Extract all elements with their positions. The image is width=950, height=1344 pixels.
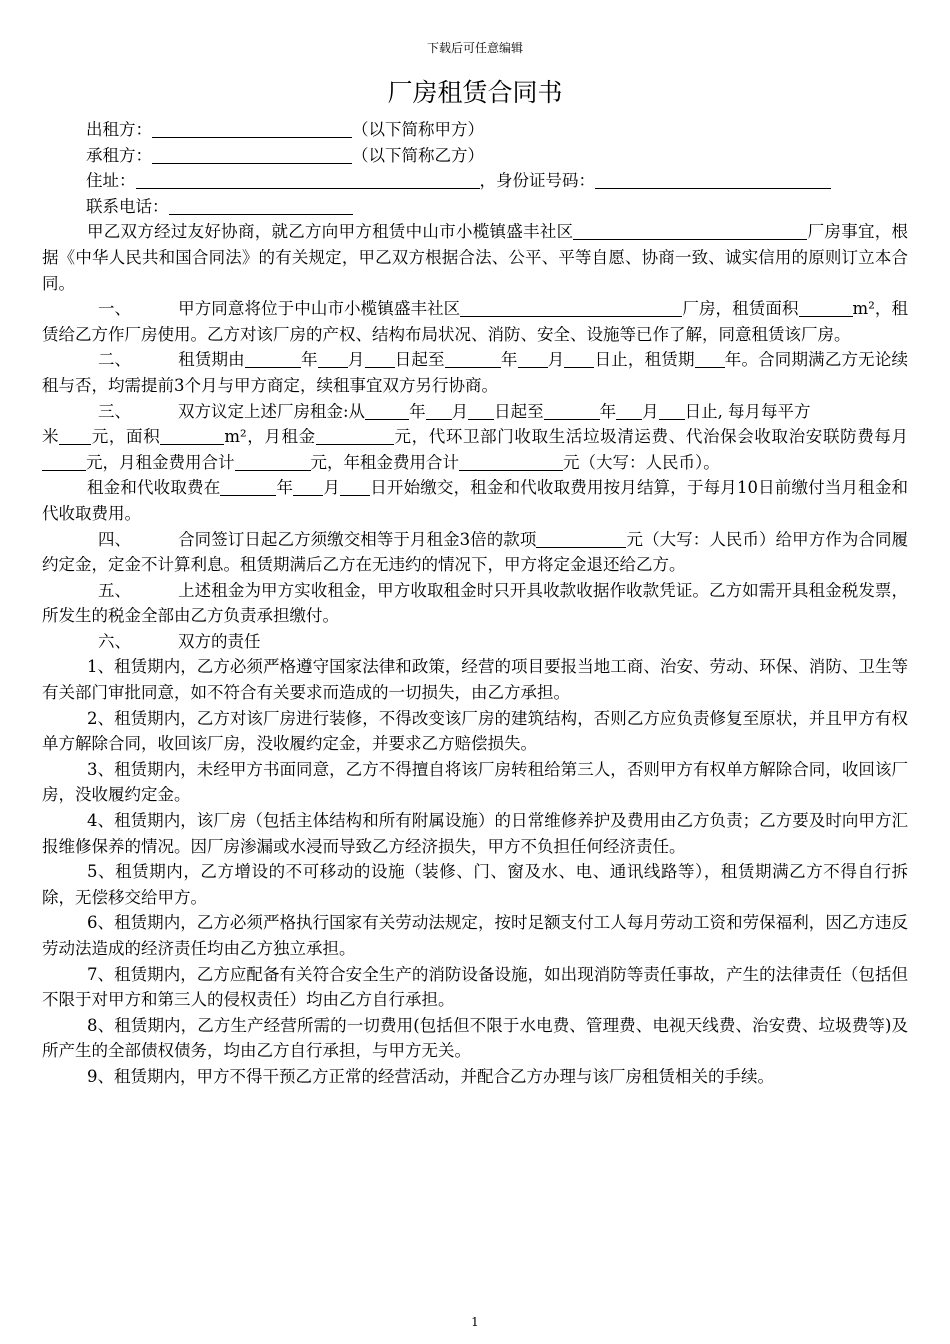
- year-label: 年: [599, 401, 617, 421]
- clause-text: 元，年租金费用合计: [310, 452, 459, 472]
- lease-term-field[interactable]: [695, 350, 725, 368]
- contract-body: [42, 117, 908, 1090]
- payment-day-field[interactable]: [340, 478, 370, 496]
- month-label: 月: [451, 401, 469, 421]
- clause-text: 元（大写：人民币: [626, 529, 759, 549]
- lessee-note: （以下简称乙方）: [352, 145, 484, 165]
- year-label: 年: [500, 350, 518, 370]
- phone-field[interactable]: [169, 197, 353, 215]
- clause-text: 元（大写：人民币: [563, 452, 695, 472]
- phone-line: [42, 194, 908, 220]
- lessor-label: 出租方：: [86, 120, 152, 139]
- clause-number: 二、: [98, 350, 131, 370]
- clause-text: m²，租赁给乙方作厂房使用。乙方对该厂房的产权、结构布局状况、消防、安全、设施等已作了解，同意租赁该厂房。: [42, 299, 909, 344]
- clause-text: 日起至: [494, 401, 544, 421]
- lessee-name-field[interactable]: [152, 146, 352, 164]
- month-label: 月: [642, 401, 659, 421]
- rent-start-day-field[interactable]: [468, 402, 494, 420]
- clause-5: [42, 578, 908, 629]
- monthly-total-field[interactable]: [235, 453, 311, 471]
- clause-number: 六、: [98, 631, 131, 651]
- clause-text: 年。合同期满乙方无论续租与否，均需提前3个月与甲方商定，续租事宜双方另行协商。: [42, 350, 909, 395]
- lessor-line: [42, 117, 908, 143]
- area-field[interactable]: [160, 427, 224, 445]
- clause-3: [42, 399, 908, 476]
- end-month-field[interactable]: [518, 350, 548, 368]
- clause-number: 四、: [98, 529, 131, 549]
- clause-text: 元，面积: [91, 427, 161, 447]
- rent-end-day-field[interactable]: [659, 402, 685, 420]
- responsibility-item-2: 2、租赁期内，乙方对该厂房进行装修，不得改变该厂房的建筑结构，否则乙方应负责修复至原状，并且甲方有权单方解除合同，收回该厂房，没收履约定金，并要求乙方赔偿损失。: [42, 708, 908, 754]
- intro-text: 甲乙双方经过友好协商，就乙方向甲方租赁中山市小榄镇盛丰社区: [87, 222, 574, 242]
- clause-text: ）给甲方作为合同履约定金，定金不计算利息。租赁期满后乙方在无违约的情况下，甲方将定金退还给乙方。: [42, 529, 908, 575]
- clause-text: 米: [42, 427, 60, 447]
- phone-label: 联系电话：: [86, 196, 169, 216]
- lessor-name-field[interactable]: [152, 120, 352, 138]
- address-label: 住址：: [86, 171, 136, 191]
- deposit-field[interactable]: [536, 530, 626, 548]
- responsibility-item-5: 5、租赁期内，乙方增设的不可移动的设施（装修、门、窗及水、电、通讯线路等），租赁期满乙方不得自行拆除，无偿移交给甲方。: [42, 862, 908, 907]
- responsibility-item-7: 7、租赁期内，乙方应配备有关符合安全生产的消防设备设施，如出现消防等责任事故，产生的法律责任（包括但不限于对甲方和第三人的侵权责任）均由乙方自行承担。: [42, 964, 908, 1010]
- clause-number: 一、: [98, 299, 131, 319]
- year-label: 年: [276, 478, 294, 498]
- start-month-field[interactable]: [318, 350, 348, 368]
- header-note: 下载后可任意编辑: [426, 41, 523, 55]
- lessor-note: （以下简称甲方）: [352, 120, 484, 139]
- rent-payment-paragraph: [42, 475, 908, 526]
- start-day-field[interactable]: [365, 350, 395, 368]
- premises-field[interactable]: [460, 299, 682, 317]
- annual-total-field[interactable]: [459, 453, 563, 471]
- clause-text: 租金和代收取费在: [87, 478, 221, 498]
- security-fee-field[interactable]: [42, 453, 86, 471]
- monthly-rent-field[interactable]: [316, 427, 394, 445]
- responsibility-item-9: 9、租赁期内，甲方不得干预乙方正常的经营活动，并配合乙方办理与该厂房租赁相关的手续。: [87, 1066, 774, 1086]
- lessee-label: 承租方：: [86, 145, 152, 165]
- clause-text: m²，月租金: [224, 427, 316, 447]
- lessee-line: [42, 143, 908, 169]
- rent-end-year-field[interactable]: [544, 402, 600, 420]
- end-year-field[interactable]: [445, 350, 501, 368]
- clause-text: 厂房，租赁面积: [682, 299, 799, 319]
- rent-start-month-field[interactable]: [426, 402, 452, 420]
- rent-start-year-field[interactable]: [365, 402, 409, 420]
- clause-2: [42, 347, 908, 398]
- month-label: 月: [323, 478, 341, 498]
- id-number-field[interactable]: [595, 171, 831, 189]
- clause-6-heading: [42, 629, 908, 655]
- clause-1: [42, 296, 908, 347]
- month-label: 月: [347, 350, 365, 370]
- responsibility-item-1: 1、租赁期内，乙方必须严格遵守国家法律和政策，经营的项目要报当地工商、治安、劳动、环保、消防、卫生等有关部门审批同意，如不符合有关要求而造成的一切损失，由乙方承担。: [42, 657, 908, 703]
- responsibility-item-4: 4、租赁期内，该厂房（包括主体结构和所有附属设施）的日常维修养护及费用由乙方负责；乙方要及时向甲方汇报维修保养的情况。因厂房渗漏或水浸而导致乙方经济损失，甲方不负担任何经济责任。: [42, 811, 908, 856]
- clause-text: 日止, 每月每平方: [684, 401, 811, 421]
- unit-price-field[interactable]: [59, 427, 91, 445]
- responsibility-item-6: 6、租赁期内，乙方必须严格执行国家有关劳动法规定，按时足额支付工人每月劳动工资和劳保福利，因乙方违反劳动法造成的经济责任均由乙方独立承担。: [42, 913, 908, 958]
- address-line: [42, 168, 908, 194]
- clause-4: [42, 527, 908, 578]
- clause-text: 日止，租赁期: [594, 350, 695, 370]
- clause-text: 双方议定上述厂房租金:从: [178, 401, 366, 421]
- intro-text-cont: 厂房事宜，根据《中华人民共和国合同法》的有关规定，甲乙双方根据合法、公平、平等自愿、协商一致、诚实信用的原则订立本合同。: [42, 222, 909, 293]
- year-label: 年: [300, 350, 318, 370]
- address-field[interactable]: [136, 171, 480, 189]
- end-day-field[interactable]: [564, 350, 594, 368]
- year-label: 年: [409, 401, 426, 421]
- clause-number: 三、: [98, 401, 131, 421]
- clause-text: 租赁期由: [178, 350, 245, 370]
- clause-number: 五、: [98, 580, 131, 600]
- start-year-field[interactable]: [245, 350, 301, 368]
- clause-text: 元，月租金费用合计: [86, 452, 235, 472]
- responsibility-item-3: 3、租赁期内，未经甲方书面同意，乙方不得擅自将该厂房转租给第三人，否则甲方有权单方解除合同，收回该厂房，没收履约定金。: [42, 759, 908, 805]
- clause-text: ）。: [695, 452, 720, 472]
- clause-text: 上述租金为甲方实收租金，甲方收取租金时只开具收款收据作收款凭证。乙方如需开具租金税发票，所发生的税金全部由乙方负责承担缴付。: [42, 580, 908, 626]
- id-label: ，身份证号码：: [479, 171, 595, 191]
- rent-end-month-field[interactable]: [616, 402, 642, 420]
- clause-text: 甲方同意将位于中山市小榄镇盛丰社区: [178, 299, 461, 319]
- document-title: 厂房租赁合同书: [387, 78, 563, 107]
- intro-premises-field[interactable]: [573, 222, 807, 240]
- month-label: 月: [547, 350, 565, 370]
- clause-text: 日开始缴交，租金和代收取费用按月结算，于每月10日前缴付当月租金和代收取费用。: [42, 478, 909, 523]
- clause-text: 日起至: [394, 350, 445, 370]
- clause-title: 双方的责任: [178, 631, 261, 651]
- payment-year-field[interactable]: [220, 478, 276, 496]
- payment-month-field[interactable]: [293, 478, 323, 496]
- page-number: 1: [471, 1315, 479, 1329]
- clause-text: 合同签订日起乙方须缴交相等于月租金3倍的款项: [178, 529, 537, 549]
- clause-text: 元，代环卫部门收取生活垃圾清运费、代治保会收取治安联防费每月: [393, 427, 909, 447]
- intro-paragraph: [42, 219, 908, 296]
- responsibility-item-8: 8、租赁期内，乙方生产经营所需的一切费用(包括但不限于水电费、管理费、电视天线费、治安费、垃圾费等)及所产生的全部债权债务，均由乙方自行承担，与甲方无关。: [42, 1015, 908, 1061]
- area-field[interactable]: [799, 299, 853, 317]
